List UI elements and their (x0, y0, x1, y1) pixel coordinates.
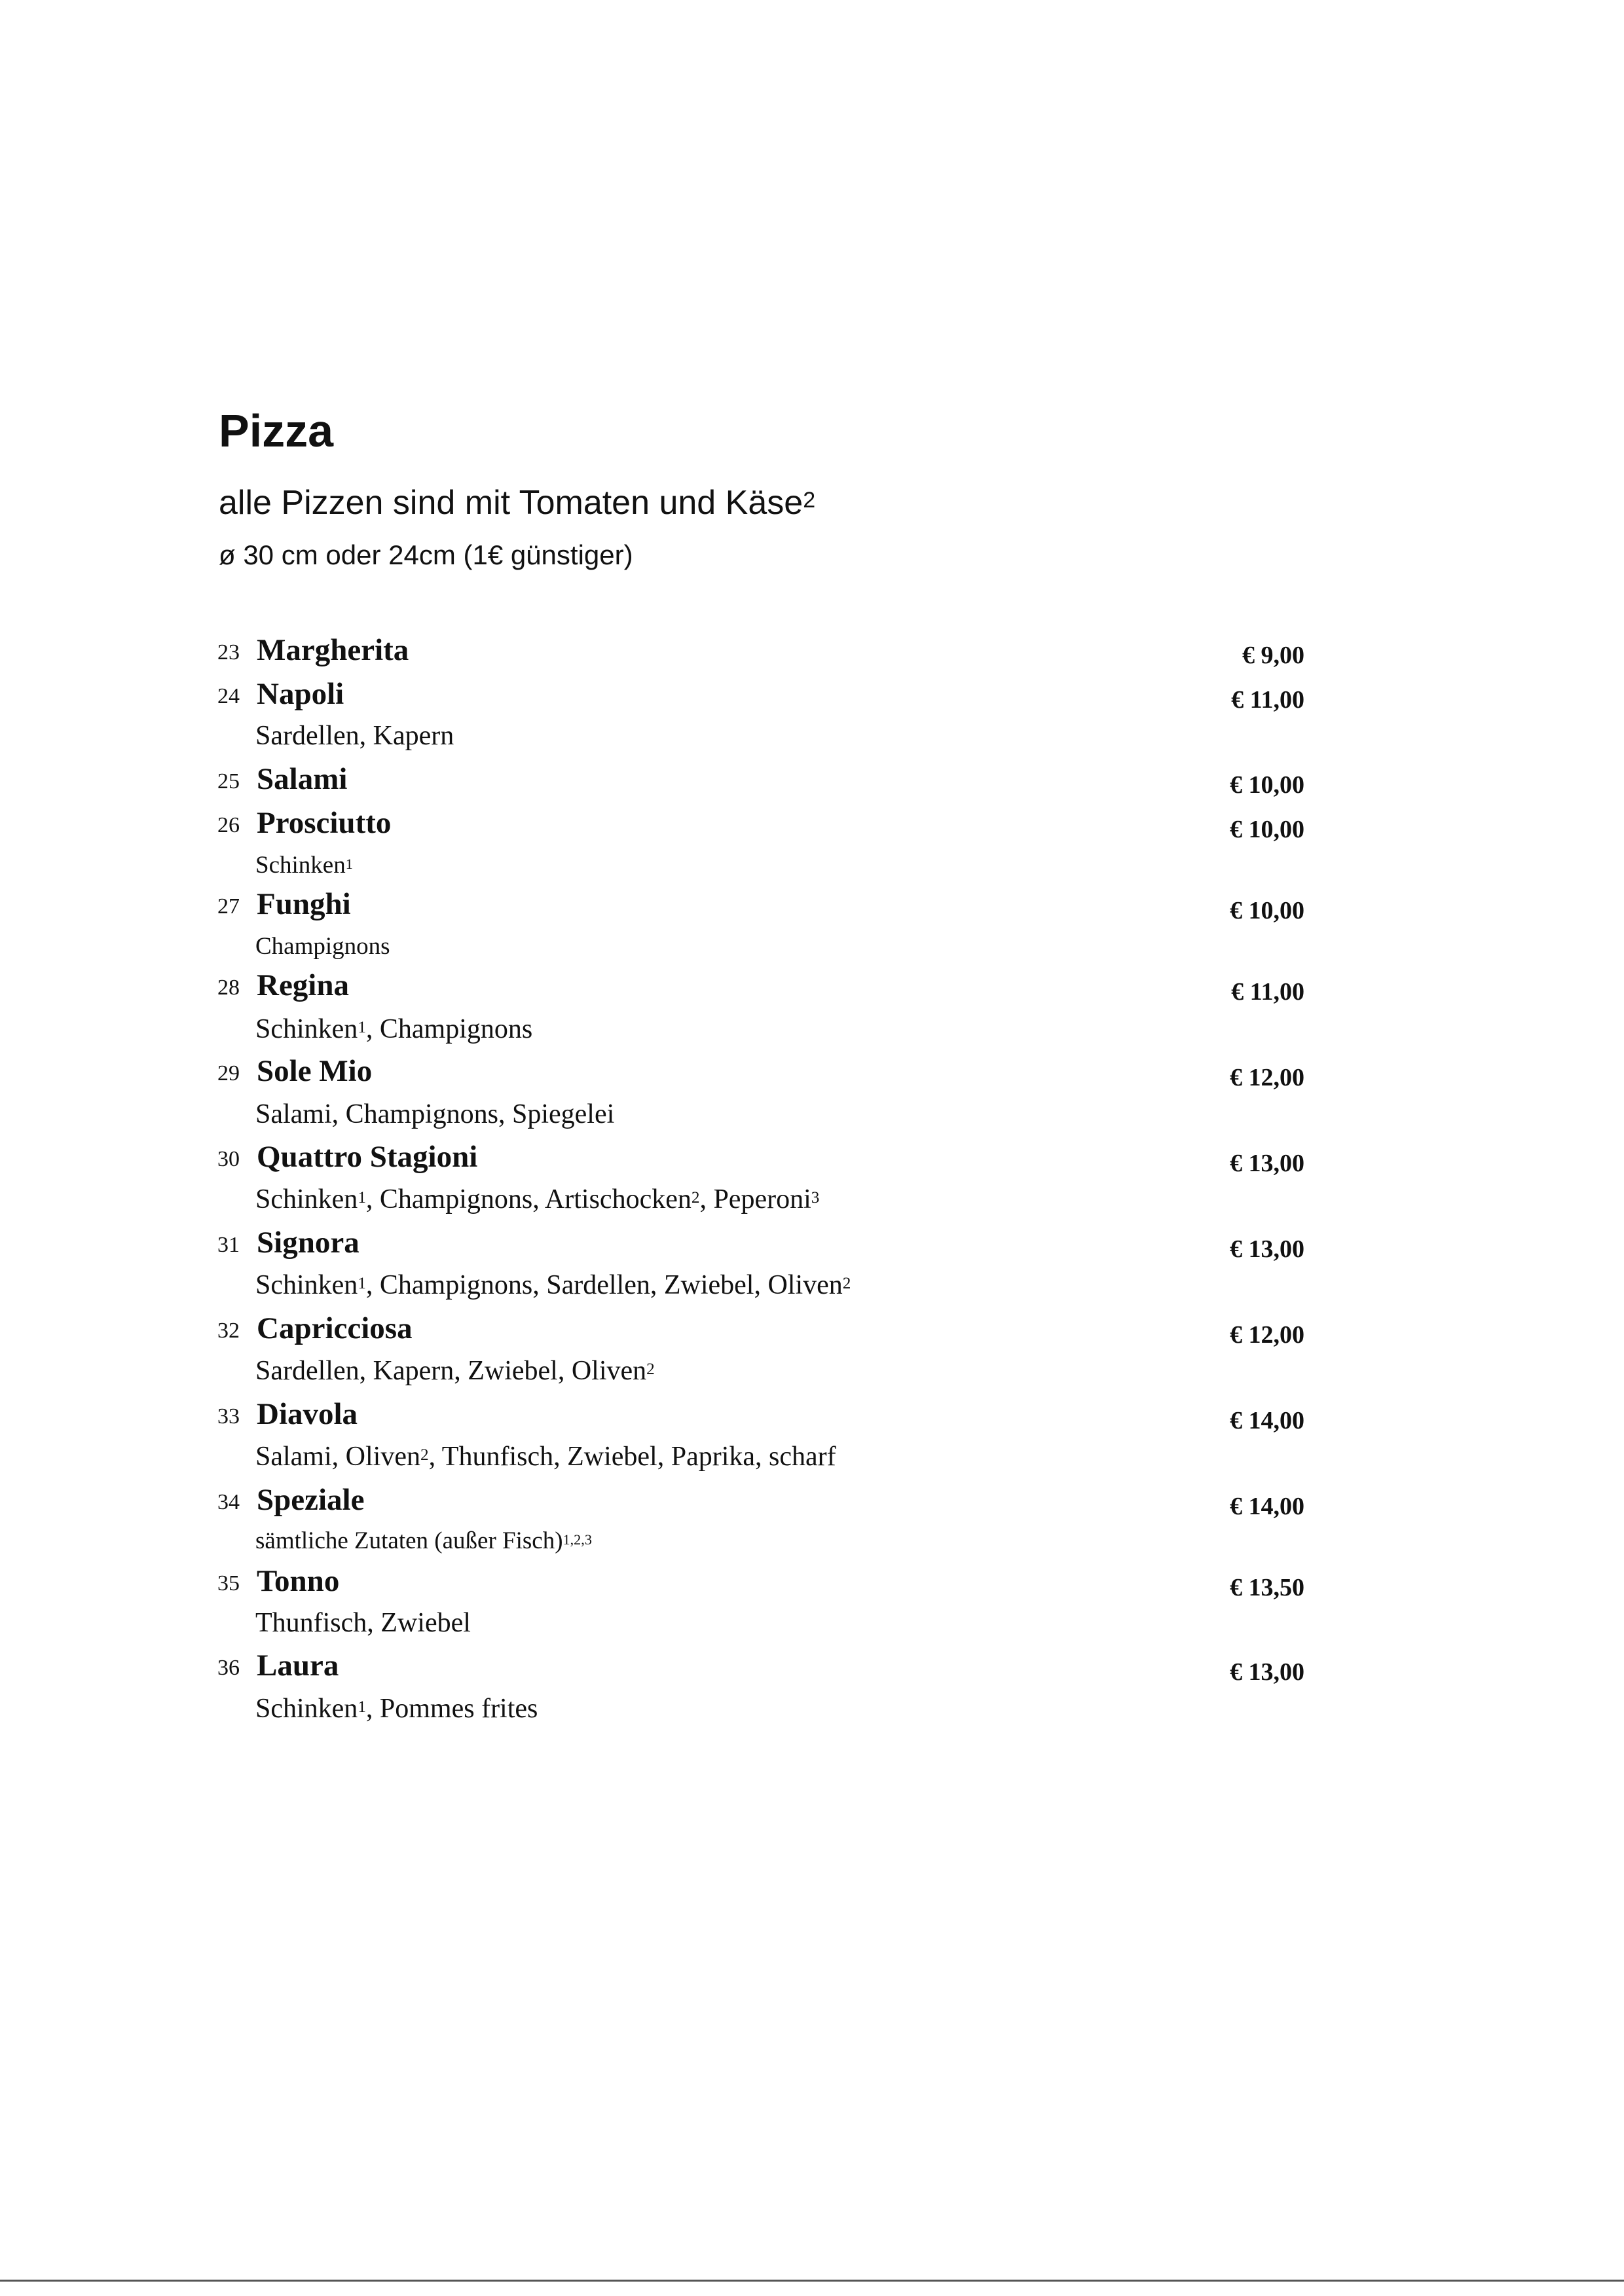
item-name: Funghi (257, 887, 351, 921)
item-number: 32 (217, 1319, 240, 1343)
item-name: Laura (257, 1649, 339, 1683)
item-number: 25 (217, 769, 240, 793)
subtitle-text: alle Pizzen sind mit Tomaten und Käse (219, 484, 803, 522)
item-description (255, 1441, 836, 1472)
item-description (255, 1355, 655, 1387)
item-number: 26 (217, 813, 240, 837)
item-price: € 11,00 (1231, 686, 1304, 714)
footnote-marker: 2 (420, 1446, 429, 1464)
item-number: 36 (217, 1656, 240, 1680)
footnote-marker: 1 (358, 1019, 366, 1036)
footnote-marker: 2 (691, 1189, 700, 1207)
description-text: Sardellen, Kapern, Zwiebel, Oliven (255, 1356, 647, 1386)
item-name: Capricciosa (257, 1311, 413, 1345)
description-text: Schinken (255, 1694, 358, 1724)
item-description (255, 1099, 614, 1130)
item-number: 23 (217, 640, 240, 665)
subtitle-footnote: 2 (803, 488, 816, 513)
description-text: Schinken (255, 852, 346, 879)
item-name: Speziale (257, 1483, 365, 1517)
item-name: Tonno (257, 1564, 340, 1598)
item-description (255, 1269, 851, 1301)
footnote-marker: 1,2,3 (563, 1531, 592, 1548)
page-title: Pizza (219, 405, 334, 456)
item-description (255, 1525, 592, 1557)
item-price: € 9,00 (1242, 642, 1304, 669)
item-description (255, 1013, 532, 1045)
item-description (255, 850, 353, 881)
item-price: € 10,00 (1230, 771, 1304, 799)
description-text: , Champignons, Artischocken (365, 1184, 692, 1214)
item-description (255, 1184, 819, 1215)
footnote-marker: 1 (345, 856, 353, 872)
description-text: Sardellen, Kapern (255, 721, 454, 751)
item-price: € 13,00 (1230, 1150, 1304, 1177)
description-text: Thunfisch, Zwiebel (255, 1608, 471, 1638)
description-text: , Champignons, Sardellen, Zwiebel, Oliven (365, 1270, 843, 1300)
description-text: Salami, Champignons, Spiegelei (255, 1099, 615, 1129)
item-name: Signora (257, 1226, 360, 1260)
item-price: € 10,00 (1230, 816, 1304, 843)
footnote-marker: 2 (842, 1275, 851, 1292)
item-description (255, 1693, 538, 1724)
description-text: , Pommes frites (365, 1694, 538, 1724)
item-number: 30 (217, 1147, 240, 1171)
item-name: Salami (257, 762, 348, 796)
item-price: € 14,00 (1230, 1407, 1304, 1434)
bottom-divider (0, 2280, 1624, 2282)
item-description (255, 1607, 471, 1639)
item-price: € 10,00 (1230, 897, 1304, 924)
description-text: , Champignons (365, 1014, 533, 1044)
description-text: Schinken (255, 1184, 358, 1214)
description-text: , Peperoni (699, 1184, 811, 1214)
item-price: € 13,00 (1230, 1658, 1304, 1686)
description-text: Schinken (255, 1270, 358, 1300)
item-number: 31 (217, 1233, 240, 1257)
item-price: € 12,00 (1230, 1064, 1304, 1091)
description-text: sämtliche Zutaten (außer Fisch) (255, 1527, 563, 1554)
description-text: , Thunfisch, Zwiebel, Paprika, scharf (428, 1442, 836, 1472)
item-number: 35 (217, 1571, 240, 1595)
item-name: Regina (257, 968, 349, 1002)
item-description (255, 931, 390, 962)
item-price: € 14,00 (1230, 1493, 1304, 1520)
size-note: ø 30 cm oder 24cm (1€ günstiger) (219, 539, 633, 570)
item-price: € 13,50 (1230, 1574, 1304, 1601)
footnote-marker: 3 (811, 1189, 820, 1207)
item-description (255, 720, 454, 752)
footnote-marker: 2 (646, 1360, 655, 1378)
item-number: 24 (217, 684, 240, 708)
item-name: Diavola (257, 1397, 358, 1431)
item-price: € 11,00 (1231, 978, 1304, 1006)
item-name: Prosciutto (257, 806, 392, 840)
item-number: 34 (217, 1490, 240, 1514)
item-name: Quattro Stagioni (257, 1140, 478, 1174)
item-number: 33 (217, 1404, 240, 1429)
item-number: 28 (217, 975, 240, 1000)
item-price: € 13,00 (1230, 1235, 1304, 1263)
description-text: Schinken (255, 1014, 358, 1044)
footnote-marker: 1 (358, 1189, 366, 1207)
item-number: 29 (217, 1061, 240, 1085)
footnote-marker: 1 (358, 1698, 366, 1716)
item-price: € 12,00 (1230, 1321, 1304, 1349)
description-text: Salami, Oliven (255, 1442, 420, 1472)
item-number: 27 (217, 894, 240, 919)
item-name: Margherita (257, 633, 409, 667)
item-name: Sole Mio (257, 1054, 373, 1088)
item-name: Napoli (257, 677, 344, 711)
footnote-marker: 1 (358, 1275, 366, 1292)
description-text: Champignons (255, 933, 390, 960)
